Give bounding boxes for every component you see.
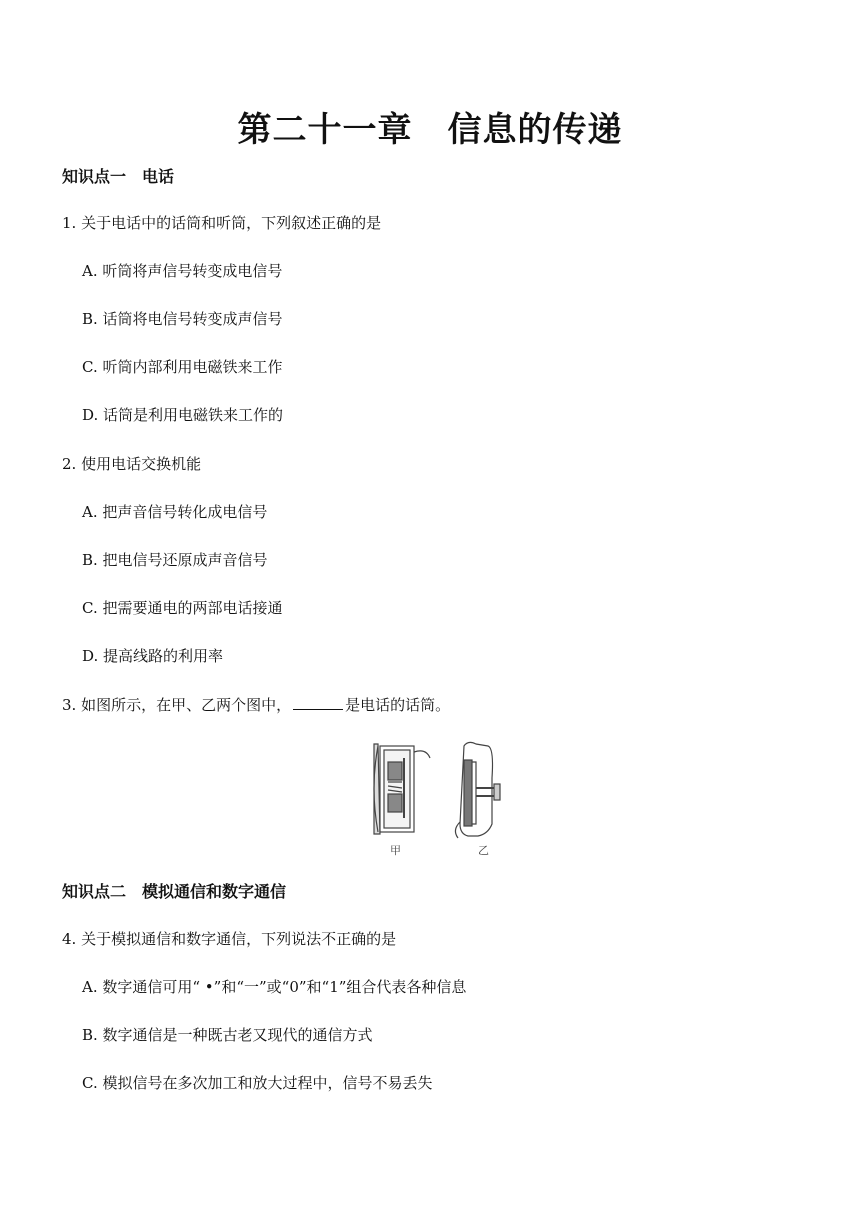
figure-yi-microphone [455, 742, 500, 838]
figure-label-yi: 乙 [478, 844, 489, 857]
page-title: 第二十一章 信息的传递 [237, 110, 623, 150]
question-4-option-c: C. 模拟信号在多次加工和放大过程中，信号不易丢失 [82, 1074, 433, 1092]
question-4: 4. 关于模拟通信和数字通信，下列说法不正确的是 [62, 930, 397, 948]
question-3-text-before: 3. 如图所示，在甲、乙两个图中， [62, 696, 292, 714]
figure-jia-earpiece [374, 744, 430, 834]
question-2: 2. 使用电话交换机能 [62, 455, 202, 473]
question-2-option-b: B. 把电信号还原成声音信号 [82, 551, 268, 569]
question-1: 1. 关于电话中的话筒和听筒，下列叙述正确的是 [62, 214, 382, 232]
question-4-option-a: A. 数字通信可用“ •”和“一”或“0”和“1”组合代表各种信息 [82, 978, 467, 996]
question-3-text-after: 是电话的话筒。 [345, 696, 451, 714]
question-1-option-d: D. 话筒是利用电磁铁来工作的 [82, 406, 284, 424]
question-1-option-a: A. 听筒将声信号转变成电信号 [82, 262, 283, 280]
figure-label-jia: 甲 [390, 844, 401, 857]
question-1-option-b: B. 话筒将电信号转变成声信号 [82, 310, 283, 328]
question-4-option-b: B. 数字通信是一种既古老又现代的通信方式 [82, 1026, 373, 1044]
section-heading-2: 知识点二 模拟通信和数字通信 [62, 882, 287, 901]
question-3 [62, 694, 450, 715]
question-2-option-d: D. 提高线路的利用率 [82, 647, 224, 665]
section-heading-1: 知识点一 电话 [62, 167, 175, 186]
answer-blank [293, 695, 343, 710]
question-1-option-c: C. 听筒内部利用电磁铁来工作 [82, 358, 283, 376]
telephone-parts-figure [368, 738, 518, 860]
question-2-option-c: C. 把需要通电的两部电话接通 [82, 599, 283, 617]
question-2-option-a: A. 把声音信号转化成电信号 [82, 503, 268, 521]
